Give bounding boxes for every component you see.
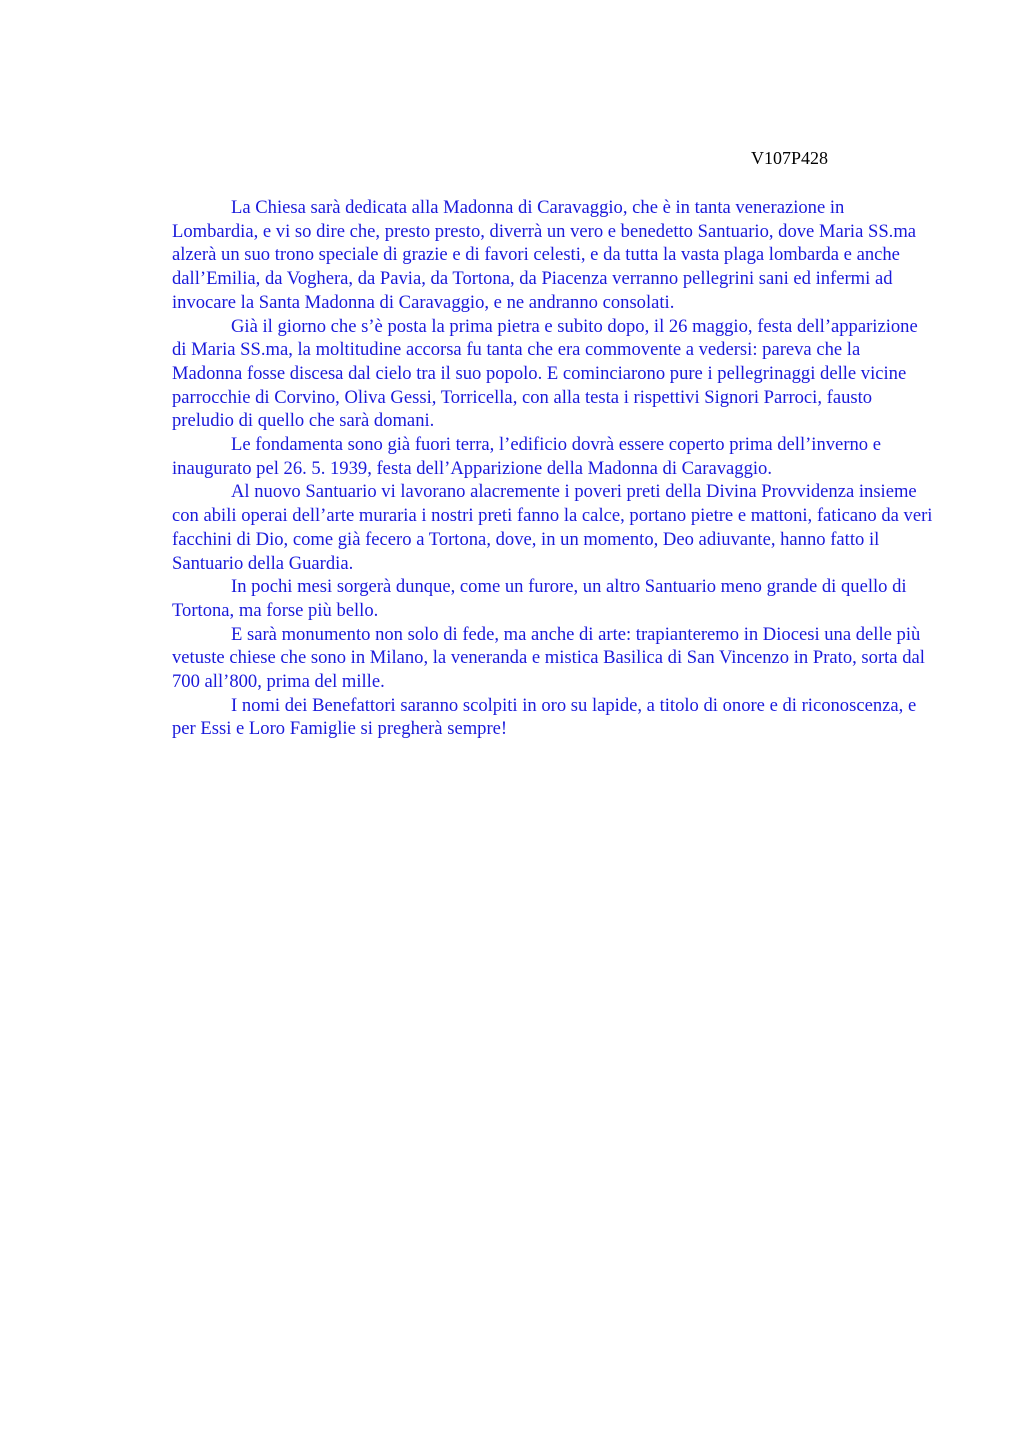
page-reference-code: V107P428 bbox=[751, 148, 829, 168]
paragraph: Già il giorno che s’è posta la prima pietra e subito dopo, il 26 maggio, festa dell’apparizione di Maria SS.ma, la moltitudine accorsa fu tanta che era commovente a vedersi: pareva che la Madonna fosse discesa dal cielo tra il suo popolo. E cominciarono pure i pellegrinaggi delle vicine parrocchie di Corvino, Oliva Gessi, Torricella, con alla testa i rispettivi Signori Parroci, fausto preludio di quello che sarà domani. bbox=[172, 315, 918, 432]
document-body bbox=[172, 196, 934, 741]
paragraph: E sarà monumento non solo di fede, ma anche di arte: trapianteremo in Diocesi una delle più vetuste chiese che sono in Milano, la veneranda e mistica Basilica di San Vincenzo in Prato, sorta dal 700 all’800, prima del mille. bbox=[172, 623, 925, 693]
paragraph: I nomi dei Benefattori saranno scolpiti in oro su lapide, a titolo di onore e di riconoscenza, e per Essi e Loro Famiglie si pregherà sempre! bbox=[172, 694, 917, 740]
paragraph: La Chiesa sarà dedicata alla Madonna di Caravaggio, che è in tanta venerazione in Lombardia, e vi so dire che, presto presto, diverrà un vero e benedetto Santuario, dove Maria SS.ma alzerà un suo trono speciale di grazie e di favori celesti, e da tutta la vasta plaga lombarda e anche dall’Emilia, da Voghera, da Pavia, da Tortona, da Piacenza verranno pellegrini sani ed infermi ad invocare la Santa Madonna di Caravaggio, e ne andranno consolati. bbox=[172, 197, 917, 313]
paragraph: Al nuovo Santuario vi lavorano alacremente i poveri preti della Divina Provvidenza insieme con abili operai dell’arte muraria i nostri preti fanno la calce, portano pietre e mattoni, faticano da veri facchini di Dio, come già fecero a Tortona, dove, in un momento, Deo adiuvante, hanno fatto il Santuario della Guardia. bbox=[172, 481, 933, 574]
paragraph: In pochi mesi sorgerà dunque, come un furore, un altro Santuario meno grande di quello di Tortona, ma forse più bello. bbox=[172, 576, 907, 621]
paragraph: Le fondamenta sono già fuori terra, l’edificio dovrà essere coperto prima dell’inverno e inaugurato pel 26. 5. 1939, festa dell’Apparizione della Madonna di Caravaggio. bbox=[172, 434, 882, 479]
